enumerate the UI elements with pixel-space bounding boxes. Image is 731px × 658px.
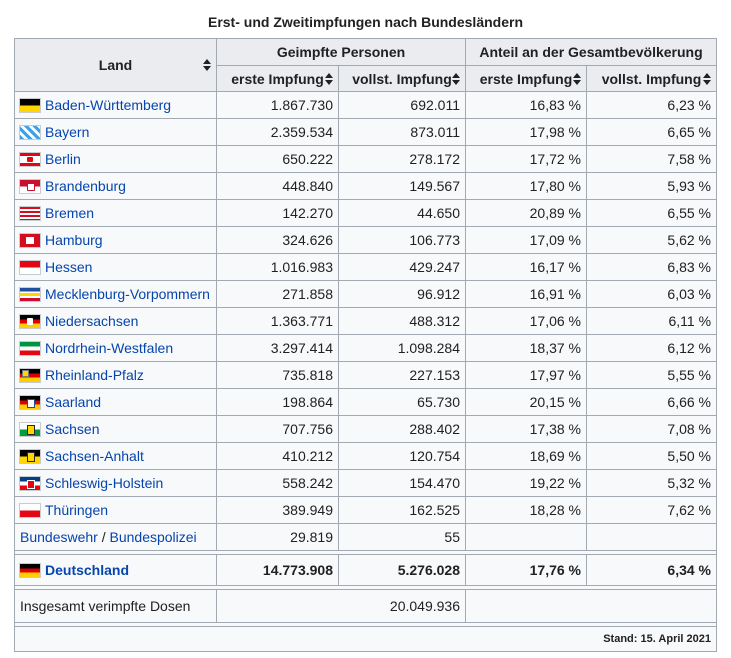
flag-hb-icon — [20, 207, 40, 220]
vollst-impfung-cell: 106.773 — [339, 227, 466, 254]
deutschland-erste: 14.773.908 — [217, 555, 339, 586]
anteil-erste-cell: 17,09 % — [466, 227, 587, 254]
anteil-erste-cell: 20,89 % — [466, 200, 587, 227]
anteil-vollst-cell: 6,03 % — [587, 281, 717, 308]
land-cell — [15, 200, 217, 227]
flag-ni-icon — [20, 315, 40, 328]
anteil-vollst-cell: 5,50 % — [587, 443, 717, 470]
state-link[interactable]: Berlin — [45, 151, 81, 167]
anteil-erste-cell: 17,98 % — [466, 119, 587, 146]
erste-impfung-cell: 448.840 — [217, 173, 339, 200]
table-row — [15, 173, 717, 200]
state-link[interactable]: Brandenburg — [45, 178, 126, 194]
anteil-vollst-cell: 5,93 % — [587, 173, 717, 200]
anteil-vollst-cell: 6,83 % — [587, 254, 717, 281]
vollst-impfung-cell: 65.730 — [339, 389, 466, 416]
flag-st-icon — [20, 450, 40, 463]
anteil-erste-cell: 17,80 % — [466, 173, 587, 200]
erste-impfung-cell: 650.222 — [217, 146, 339, 173]
anteil-vollst-cell: 7,62 % — [587, 497, 717, 524]
flag-bw-icon — [20, 99, 40, 112]
anteil-vollst-cell: 7,58 % — [587, 146, 717, 173]
table-row — [15, 443, 717, 470]
erste-impfung-cell: 142.270 — [217, 200, 339, 227]
table-row-stand — [15, 627, 717, 652]
land-cell — [15, 281, 217, 308]
anteil-vollst-cell: 5,32 % — [587, 470, 717, 497]
vollst-impfung-cell: 227.153 — [339, 362, 466, 389]
sort-icon[interactable] — [703, 73, 711, 85]
vaccination-table — [14, 38, 717, 652]
erste-impfung-cell: 558.242 — [217, 470, 339, 497]
header-geimpfte-personen: Geimpfte Personen — [217, 39, 466, 66]
header-label: erste Impfung — [231, 70, 324, 87]
flag-sh-icon — [20, 477, 40, 490]
table-row — [15, 281, 717, 308]
bundeswehr-link[interactable]: Bundeswehr — [20, 529, 98, 545]
state-link[interactable]: Schleswig-Holstein — [45, 475, 164, 491]
total-value: 20.049.936 — [217, 590, 466, 623]
anteil-erste-cell: 18,69 % — [466, 443, 587, 470]
table-row — [15, 416, 717, 443]
anteil-erste-cell: 19,22 % — [466, 470, 587, 497]
header-land-label: Land — [98, 57, 133, 73]
land-cell — [15, 389, 217, 416]
vollst-impfung-cell: 44.650 — [339, 200, 466, 227]
table-row-bund — [15, 524, 717, 551]
table-row — [15, 497, 717, 524]
sort-icon[interactable] — [452, 73, 460, 85]
land-cell — [15, 362, 217, 389]
bund-cell — [15, 524, 217, 551]
vollst-impfung-cell: 692.011 — [339, 92, 466, 119]
bund-vollst: 55 — [339, 524, 466, 551]
anteil-erste-cell: 17,38 % — [466, 416, 587, 443]
vollst-impfung-cell: 288.402 — [339, 416, 466, 443]
deutschland-vollst: 5.276.028 — [339, 555, 466, 586]
bund-erste: 29.819 — [217, 524, 339, 551]
table-row — [15, 308, 717, 335]
anteil-vollst-cell: 6,12 % — [587, 335, 717, 362]
flag-rp-icon — [20, 369, 40, 382]
state-rows — [15, 92, 717, 524]
table-row — [15, 119, 717, 146]
header-anteil-vollst-impfung[interactable] — [587, 66, 717, 92]
erste-impfung-cell: 198.864 — [217, 389, 339, 416]
stand-note: Stand: 15. April 2021 — [15, 627, 717, 652]
flag-hh-icon — [20, 234, 40, 247]
state-link[interactable]: Bayern — [45, 124, 90, 140]
vollst-impfung-cell: 1.098.284 — [339, 335, 466, 362]
anteil-erste-cell: 17,97 % — [466, 362, 587, 389]
anteil-vollst-cell: 5,62 % — [587, 227, 717, 254]
state-link[interactable]: Rheinland-Pfalz — [45, 367, 144, 383]
state-link[interactable]: Saarland — [45, 394, 102, 410]
empty-cell — [466, 524, 587, 551]
land-cell — [15, 335, 217, 362]
sort-icon[interactable] — [203, 59, 211, 71]
table-row — [15, 92, 717, 119]
erste-impfung-cell: 1.016.983 — [217, 254, 339, 281]
header-label: vollst. Impfung — [352, 70, 452, 87]
header-label: vollst. Impfung — [601, 70, 702, 87]
land-cell — [15, 227, 217, 254]
table-row — [15, 146, 717, 173]
vollst-impfung-cell: 96.912 — [339, 281, 466, 308]
sort-icon[interactable] — [573, 73, 581, 85]
flag-sl-icon — [20, 396, 40, 409]
vollst-impfung-cell: 488.312 — [339, 308, 466, 335]
table-row — [15, 389, 717, 416]
erste-impfung-cell: 735.818 — [217, 362, 339, 389]
table-row — [15, 200, 717, 227]
header-anteil: Anteil an der Gesamtbevölkerung — [466, 39, 717, 66]
deutschland-link[interactable]: Deutschland — [45, 562, 130, 578]
anteil-vollst-cell: 6,23 % — [587, 92, 717, 119]
table-caption: Erst- und Zweitimpfungen nach Bundesländern — [207, 14, 523, 30]
flag-sn-icon — [20, 423, 40, 436]
anteil-vollst-cell: 6,11 % — [587, 308, 717, 335]
anteil-erste-cell: 17,72 % — [466, 146, 587, 173]
land-cell — [15, 254, 217, 281]
state-link[interactable]: Sachsen — [45, 421, 100, 437]
flag-mv-icon — [20, 288, 40, 301]
anteil-erste-cell: 16,17 % — [466, 254, 587, 281]
anteil-vollst-cell: 6,65 % — [587, 119, 717, 146]
erste-impfung-cell: 324.626 — [217, 227, 339, 254]
table-row — [15, 227, 717, 254]
erste-impfung-cell: 389.949 — [217, 497, 339, 524]
flag-bb-icon — [20, 180, 40, 193]
table-row — [15, 362, 717, 389]
anteil-erste-cell: 18,28 % — [466, 497, 587, 524]
flag-by-icon — [20, 126, 40, 139]
land-cell — [15, 146, 217, 173]
erste-impfung-cell: 3.297.414 — [217, 335, 339, 362]
header-vollst-impfung[interactable] — [339, 66, 466, 92]
table-row-deutschland — [15, 555, 717, 586]
vollst-impfung-cell: 149.567 — [339, 173, 466, 200]
state-link[interactable]: Thüringen — [45, 502, 109, 518]
erste-impfung-cell: 271.858 — [217, 281, 339, 308]
erste-impfung-cell: 707.756 — [217, 416, 339, 443]
sort-icon[interactable] — [325, 73, 333, 85]
deutschland-anteil-vollst: 6,34 % — [587, 555, 717, 586]
anteil-erste-cell: 20,15 % — [466, 389, 587, 416]
anteil-erste-cell: 16,83 % — [466, 92, 587, 119]
header-label: erste Impfung — [479, 70, 573, 87]
land-cell — [15, 92, 217, 119]
state-link[interactable]: Mecklenburg-Vorpommern — [45, 286, 210, 302]
vollst-impfung-cell: 162.525 — [339, 497, 466, 524]
header-erste-impfung[interactable] — [217, 66, 339, 92]
land-cell — [15, 308, 217, 335]
anteil-erste-cell: 18,37 % — [466, 335, 587, 362]
anteil-vollst-cell: 6,55 % — [587, 200, 717, 227]
flag-nw-icon — [20, 342, 40, 355]
vollst-impfung-cell: 873.011 — [339, 119, 466, 146]
separator: / — [97, 529, 110, 545]
anteil-vollst-cell: 6,66 % — [587, 389, 717, 416]
state-link[interactable]: Hessen — [45, 259, 93, 275]
anteil-erste-cell: 17,06 % — [466, 308, 587, 335]
empty-cell — [466, 590, 717, 623]
anteil-vollst-cell: 5,55 % — [587, 362, 717, 389]
land-cell — [15, 119, 217, 146]
land-cell — [15, 470, 217, 497]
land-cell — [15, 443, 217, 470]
erste-impfung-cell: 1.363.771 — [217, 308, 339, 335]
flag-th-icon — [20, 504, 40, 517]
flag-he-icon — [20, 261, 40, 274]
land-cell — [15, 173, 217, 200]
deutschland-anteil-erste: 17,76 % — [466, 555, 587, 586]
deutschland-cell — [15, 555, 217, 586]
land-cell — [15, 416, 217, 443]
table-row — [15, 335, 717, 362]
erste-impfung-cell: 2.359.534 — [217, 119, 339, 146]
total-label: Insgesamt verimpfte Dosen — [15, 590, 217, 623]
flag-be-icon — [20, 153, 40, 166]
state-link[interactable]: Niedersachsen — [45, 313, 139, 329]
empty-cell — [587, 524, 717, 551]
bundespolizei-link[interactable]: Bundespolizei — [109, 529, 197, 545]
erste-impfung-cell: 410.212 — [217, 443, 339, 470]
table-row — [15, 254, 717, 281]
state-link[interactable]: Sachsen-Anhalt — [45, 448, 144, 464]
table-row — [15, 470, 717, 497]
anteil-vollst-cell: 7,08 % — [587, 416, 717, 443]
erste-impfung-cell: 1.867.730 — [217, 92, 339, 119]
state-link[interactable]: Hamburg — [45, 232, 103, 248]
land-cell — [15, 497, 217, 524]
header-anteil-erste-impfung[interactable] — [466, 66, 587, 92]
state-link[interactable]: Bremen — [45, 205, 95, 221]
header-land[interactable] — [15, 39, 217, 92]
state-link[interactable]: Nordrhein-Westfalen — [45, 340, 174, 356]
state-link[interactable]: Baden-Württemberg — [45, 97, 172, 113]
vollst-impfung-cell: 120.754 — [339, 443, 466, 470]
vollst-impfung-cell: 429.247 — [339, 254, 466, 281]
table-row-total — [15, 590, 717, 623]
vollst-impfung-cell: 154.470 — [339, 470, 466, 497]
vollst-impfung-cell: 278.172 — [339, 146, 466, 173]
flag-de-icon — [20, 564, 40, 577]
anteil-erste-cell: 16,91 % — [466, 281, 587, 308]
